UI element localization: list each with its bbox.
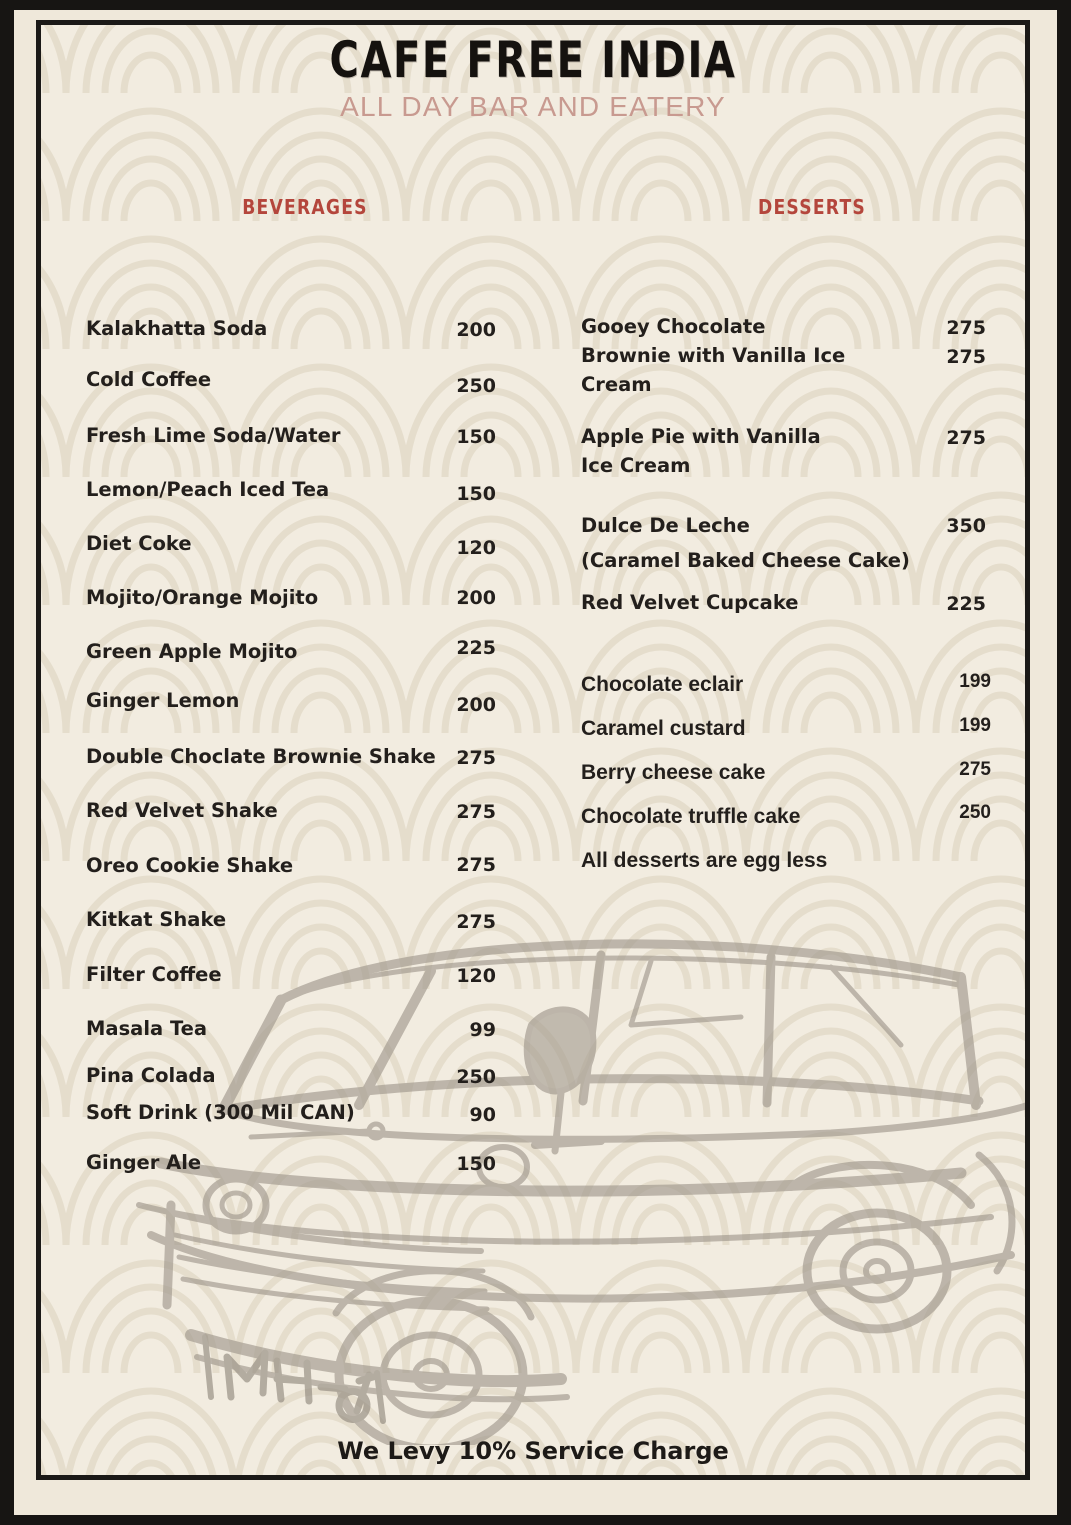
menu-item-name: Soft Drink (300 Mil CAN) xyxy=(86,1101,355,1124)
beverages-column xyxy=(86,195,506,1175)
menu-item-name: All desserts are egg less xyxy=(581,849,828,872)
menu-item-price: 150 xyxy=(456,426,496,448)
restaurant-subtitle: ALL DAY BAR AND EATERY xyxy=(340,91,726,122)
section-heading-beverages: BEVERAGES xyxy=(242,195,368,219)
menu-item-price: 225 xyxy=(456,637,496,659)
menu-item-price: 250 xyxy=(959,802,991,823)
menu-item-name: Ginger Lemon xyxy=(86,689,240,712)
menu-item-name: Red Velvet Cupcake xyxy=(581,591,799,614)
menu-item-price: 99 xyxy=(469,1019,496,1041)
menu-item-price: 200 xyxy=(456,319,496,341)
menu-item-name: Caramel custard xyxy=(581,717,746,740)
menu-item-price: 250 xyxy=(456,375,496,397)
menu-item-name: Double Choclate Brownie Shake xyxy=(86,745,436,768)
menu-item-price: 275 xyxy=(456,854,496,876)
menu-item-name: Dulce De Leche xyxy=(581,514,750,537)
restaurant-title: CAFE FREE INDIA xyxy=(329,31,737,89)
menu-header xyxy=(41,33,1025,123)
menu-item-name: Cold Coffee xyxy=(86,368,212,391)
menu-item-name: Cream xyxy=(581,373,652,396)
menu-item-price: 350 xyxy=(946,515,986,537)
menu-item-name: Chocolate truffle cake xyxy=(581,805,801,828)
menu-item-name: Apple Pie with Vanilla xyxy=(581,425,821,448)
menu-item-name: Red Velvet Shake xyxy=(86,799,278,822)
menu-item-price: 199 xyxy=(959,715,991,736)
menu-item-price: 275 xyxy=(959,759,991,780)
menu-item-price: 120 xyxy=(456,537,496,559)
menu-item-price: 275 xyxy=(456,911,496,933)
menu-item-price: 120 xyxy=(456,965,496,987)
section-heading-desserts: DESSERTS xyxy=(757,195,867,219)
menu-item-price: 275 xyxy=(456,801,496,823)
menu-item-name: Diet Coke xyxy=(86,532,192,555)
menu-item-name: (Caramel Baked Cheese Cake) xyxy=(581,549,910,572)
menu-item-price: 275 xyxy=(946,317,986,339)
menu-item-name: Kalakhatta Soda xyxy=(86,317,268,340)
menu-item-name: Pina Colada xyxy=(86,1064,216,1087)
menu-item-price: 275 xyxy=(946,346,986,368)
menu-item-price: 90 xyxy=(469,1104,496,1126)
menu-item-name: Berry cheese cake xyxy=(581,761,766,784)
menu-item-name: Oreo Cookie Shake xyxy=(86,854,294,877)
menu-item-price: 199 xyxy=(959,671,991,692)
menu-item-price: 150 xyxy=(456,1153,496,1175)
menu-item-name: Chocolate eclair xyxy=(581,673,744,696)
menu-item-price: 275 xyxy=(456,747,496,769)
menu-item-price: 250 xyxy=(456,1066,496,1088)
menu-item-price: 275 xyxy=(946,427,986,449)
menu-item-name: Gooey Chocolate xyxy=(581,315,766,338)
menu-item-name: Mojito/Orange Mojito xyxy=(86,586,319,609)
menu-item-name: Kitkat Shake xyxy=(86,908,227,931)
menu-item-name: Green Apple Mojito xyxy=(86,640,298,663)
service-charge-note: We Levy 10% Service Charge xyxy=(337,1437,729,1465)
menu-item-name: Brownie with Vanilla Ice xyxy=(581,344,846,367)
menu-item-price: 225 xyxy=(946,593,986,615)
menu-item-price: 200 xyxy=(456,694,496,716)
menu-item-name: Ice Cream xyxy=(581,454,691,477)
menu-surface xyxy=(41,25,1025,1475)
menu-item-price: 150 xyxy=(456,483,496,505)
menu-item-name: Masala Tea xyxy=(86,1017,208,1040)
menu-item-name: Lemon/Peach Iced Tea xyxy=(86,478,330,501)
menu-item-name: Filter Coffee xyxy=(86,963,222,986)
menu-item-price: 200 xyxy=(456,587,496,609)
menu-item-name: Fresh Lime Soda/Water xyxy=(86,424,341,447)
menu-item-name: Ginger Ale xyxy=(86,1151,202,1174)
desserts-column xyxy=(581,195,991,872)
